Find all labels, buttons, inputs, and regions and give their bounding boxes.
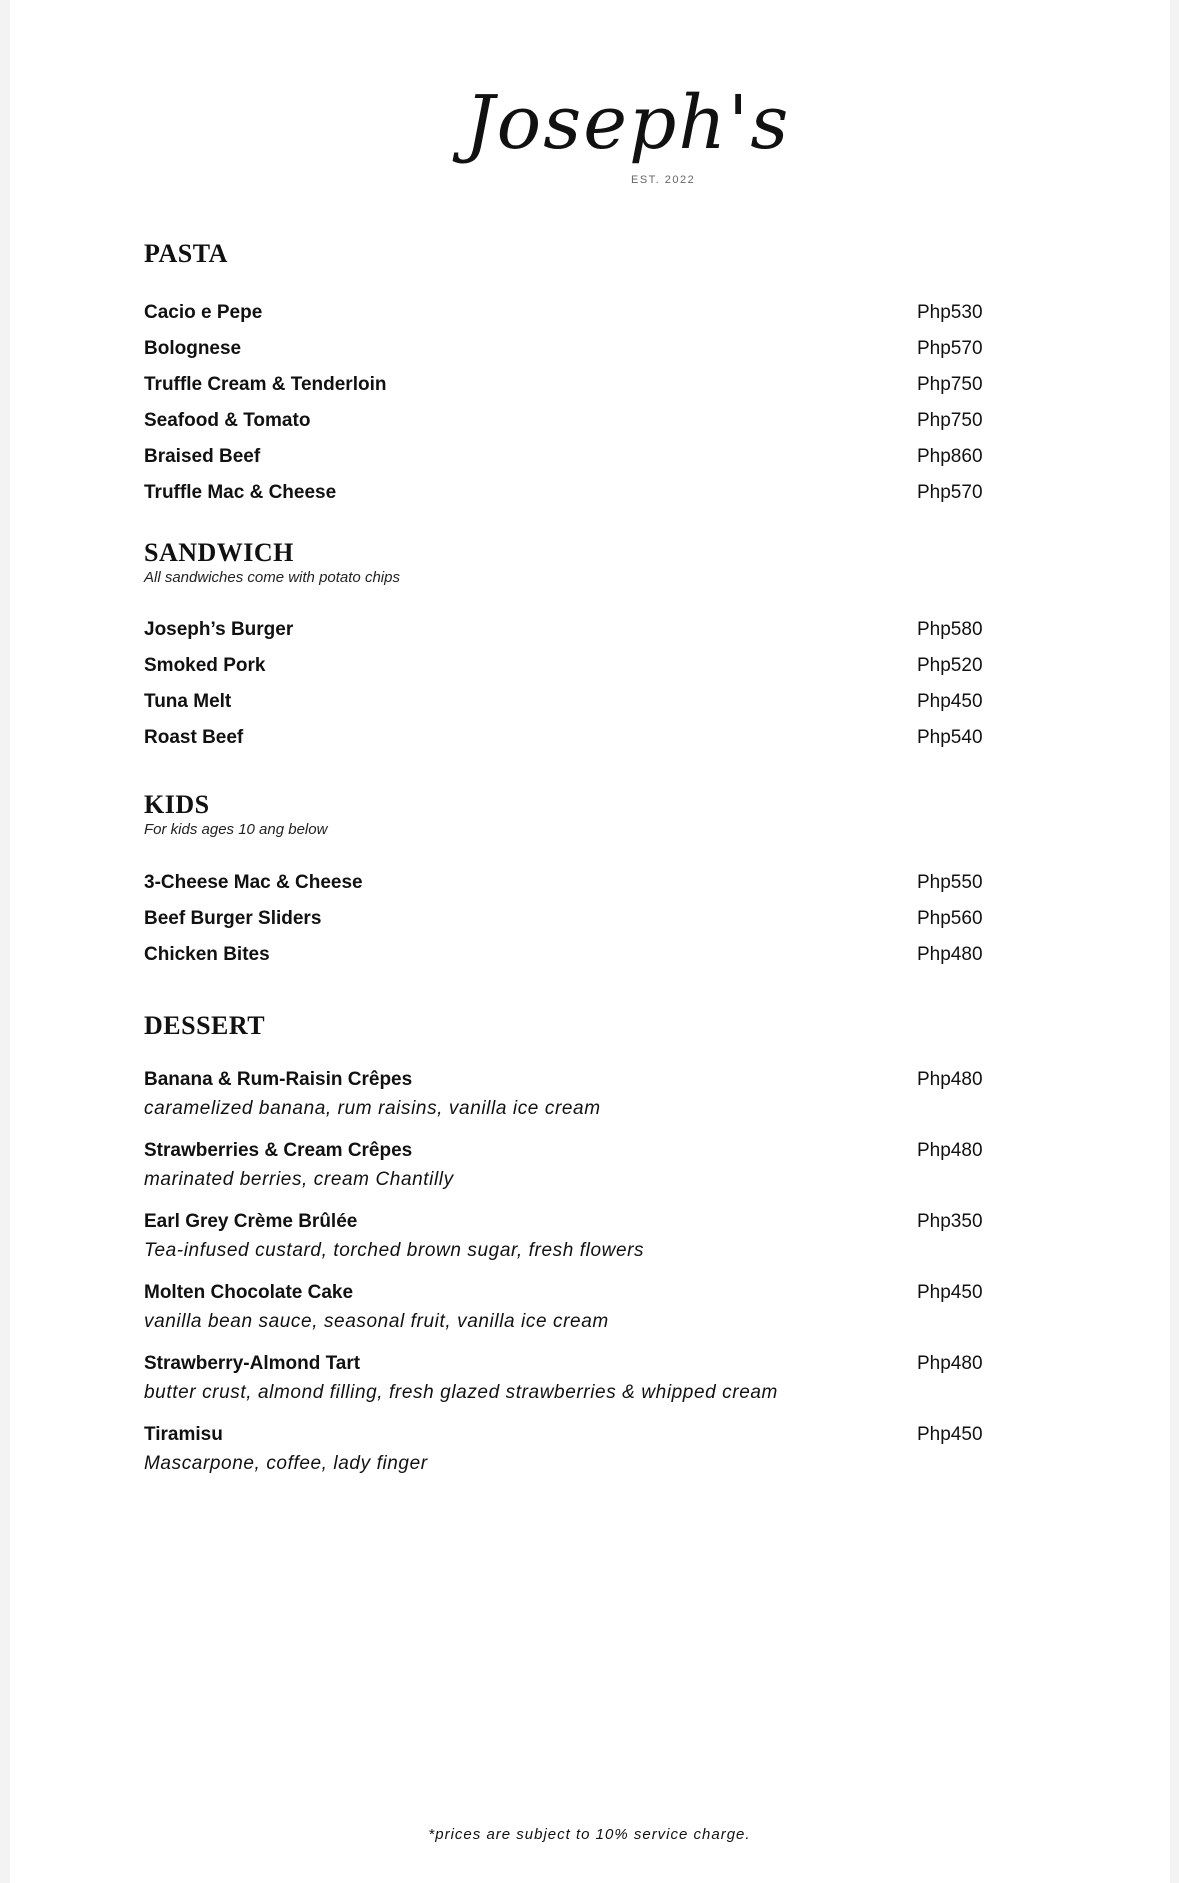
- item-price: Php750: [917, 374, 983, 395]
- item-name: Truffle Cream & Tenderloin: [144, 374, 387, 395]
- item-description: Mascarpone, coffee, lady finger: [144, 1453, 428, 1474]
- logo-script-name: Joseph's: [465, 80, 791, 166]
- item-price: Php560: [917, 908, 983, 929]
- item-price: Php450: [917, 1282, 983, 1303]
- item-price: Php530: [917, 302, 983, 323]
- item-price: Php480: [917, 1069, 983, 1090]
- section-subtitle: For kids ages 10 ang below: [144, 821, 328, 838]
- item-price: Php580: [917, 619, 983, 640]
- section-title: SANDWICH: [144, 538, 294, 567]
- menu-item: [144, 937, 1024, 973]
- item-description: vanilla bean sauce, seasonal fruit, vanilla ice cream: [144, 1311, 609, 1332]
- item-name: Roast Beef: [144, 727, 244, 748]
- item-name: Seafood & Tomato: [144, 410, 311, 431]
- item-price: Php570: [917, 482, 983, 503]
- item-name: Strawberry-Almond Tart: [144, 1353, 361, 1374]
- item-price: Php540: [917, 727, 983, 748]
- restaurant-logo: [455, 70, 791, 220]
- item-name: Strawberries & Cream Crêpes: [144, 1140, 413, 1161]
- menu-item: [144, 475, 1024, 511]
- section-pasta: [144, 239, 1024, 503]
- item-price: Php480: [917, 1140, 983, 1161]
- service-charge-note: *prices are subject to 10% service charge.: [428, 1826, 751, 1843]
- item-price: Php570: [917, 338, 983, 359]
- menu-item: [144, 403, 1024, 439]
- menu-item: [144, 1207, 1024, 1265]
- menu-item: [144, 439, 1024, 475]
- item-name: Truffle Mac & Cheese: [144, 482, 337, 503]
- item-name: Molten Chocolate Cake: [144, 1282, 354, 1303]
- item-name: Earl Grey Crème Brûlée: [144, 1211, 358, 1232]
- menu-item: [144, 648, 1024, 684]
- section-title: KIDS: [144, 790, 210, 819]
- item-price: Php750: [917, 410, 983, 431]
- item-price: Php450: [917, 1424, 983, 1445]
- item-name: Tiramisu: [144, 1424, 223, 1445]
- item-name: Tuna Melt: [144, 691, 232, 712]
- menu-item: [144, 612, 1024, 648]
- item-price: Php480: [917, 944, 983, 965]
- item-name: Chicken Bites: [144, 944, 270, 965]
- menu-item: [144, 1136, 1024, 1194]
- section-title: DESSERT: [144, 1011, 266, 1040]
- item-name: Cacio e Pepe: [144, 302, 263, 323]
- logo-established: EST. 2022: [631, 174, 696, 186]
- menu-item: [144, 901, 1024, 937]
- item-price: Php350: [917, 1211, 983, 1232]
- item-name: Joseph’s Burger: [144, 619, 294, 640]
- item-name: 3-Cheese Mac & Cheese: [144, 872, 363, 893]
- item-price: Php860: [917, 446, 983, 467]
- item-price: Php450: [917, 691, 983, 712]
- item-price: Php480: [917, 1353, 983, 1374]
- menu-item: [144, 720, 1024, 756]
- menu-item: [144, 1420, 1024, 1478]
- section-dessert: [144, 1011, 1024, 1474]
- item-description: butter crust, almond filling, fresh glazed strawberries & whipped cream: [144, 1382, 778, 1403]
- menu-item: [144, 865, 1024, 901]
- section-kids: [144, 790, 1024, 965]
- menu-item: [144, 1349, 1024, 1407]
- menu-item: [144, 1278, 1024, 1336]
- section-sandwich: [144, 538, 1024, 748]
- menu-item: [144, 367, 1024, 403]
- item-name: Bolognese: [144, 338, 242, 359]
- menu-item: [144, 331, 1024, 367]
- item-description: caramelized banana, rum raisins, vanilla ice cream: [144, 1098, 601, 1119]
- item-name: Smoked Pork: [144, 655, 266, 676]
- item-name: Braised Beef: [144, 446, 261, 467]
- item-name: Beef Burger Sliders: [144, 908, 322, 929]
- item-name: Banana & Rum-Raisin Crêpes: [144, 1069, 413, 1090]
- section-title: PASTA: [144, 239, 228, 268]
- item-price: Php550: [917, 872, 983, 893]
- menu-item: [144, 684, 1024, 720]
- item-description: marinated berries, cream Chantilly: [144, 1169, 454, 1190]
- menu-item: [144, 295, 1024, 331]
- item-price: Php520: [917, 655, 983, 676]
- section-subtitle: All sandwiches come with potato chips: [144, 569, 400, 586]
- item-description: Tea-infused custard, torched brown sugar, fresh flowers: [144, 1240, 645, 1261]
- menu-item: [144, 1065, 1024, 1123]
